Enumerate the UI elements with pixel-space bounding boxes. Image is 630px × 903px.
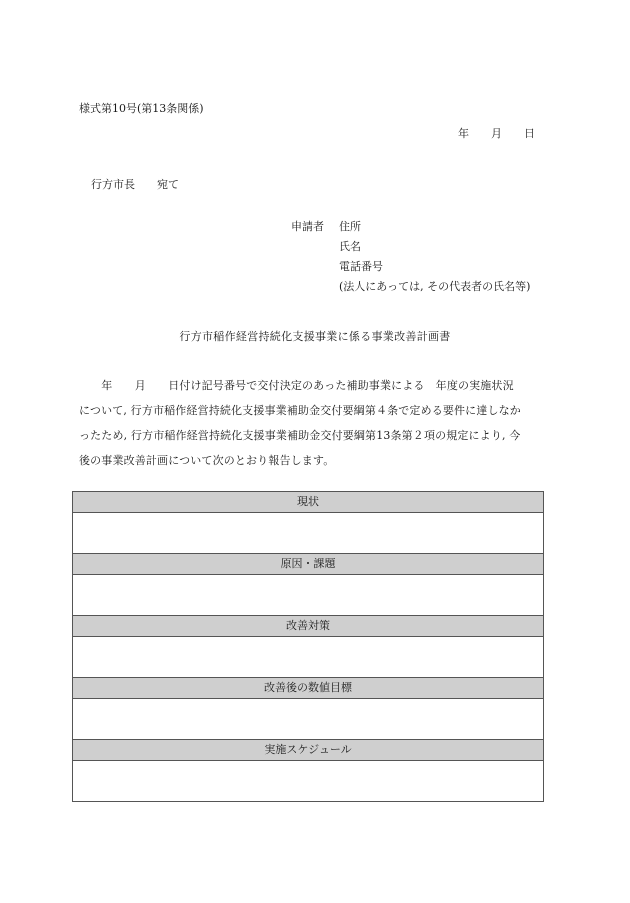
- form-number: 様式第10号(第13条関係): [79, 102, 204, 115]
- section-header: 改善対策: [73, 616, 543, 637]
- body-line: ったため, 行方市稲作経営持続化支援事業補助金交付要綱第13条第２項の規定により, 今: [79, 429, 521, 442]
- section-header: 改善後の数値目標: [73, 678, 543, 699]
- section-header: 原因・課題: [73, 554, 543, 575]
- date-year-label: 年: [458, 127, 469, 140]
- applicant-name-label: 氏名: [339, 240, 361, 253]
- section-input-area[interactable]: [73, 575, 543, 616]
- section-improvement-measures: [73, 616, 543, 678]
- section-input-area[interactable]: [73, 513, 543, 554]
- section-causes: [73, 554, 543, 616]
- applicant-label: 申請者: [291, 220, 324, 233]
- section-numerical-targets: [73, 678, 543, 740]
- section-schedule: [73, 740, 543, 801]
- document-title: 行方市稲作経営持続化支援事業に係る事業改善計画書: [179, 330, 451, 343]
- section-current-status: [73, 492, 543, 554]
- section-header: 実施スケジュール: [73, 740, 543, 761]
- body-line: について, 行方市稲作経営持続化支援事業補助金交付要綱第４条で定める要件に達しなか: [79, 404, 521, 417]
- section-input-area[interactable]: [73, 761, 543, 801]
- section-input-area[interactable]: [73, 699, 543, 740]
- addressee-name: 行方市長: [91, 178, 135, 191]
- date-day-label: 日: [524, 127, 535, 140]
- applicant-phone-label: 電話番号: [339, 260, 383, 273]
- section-header: 現状: [73, 492, 543, 513]
- body-line: 後の事業改善計画について次のとおり報告します。: [79, 454, 335, 467]
- date-line: [458, 127, 535, 141]
- date-month-label: 月: [491, 127, 502, 140]
- applicant-corporate-note: (法人にあっては, その代表者の氏名等): [339, 280, 531, 293]
- applicant-address-label: 住所: [339, 220, 361, 233]
- addressee-suffix: 宛て: [157, 178, 179, 191]
- addressee: [91, 178, 179, 192]
- section-input-area[interactable]: [73, 637, 543, 678]
- body-line: 年 月 日付け記号番号で交付決定のあった補助事業による 年度の実施状況: [79, 379, 514, 392]
- report-table: [72, 491, 544, 802]
